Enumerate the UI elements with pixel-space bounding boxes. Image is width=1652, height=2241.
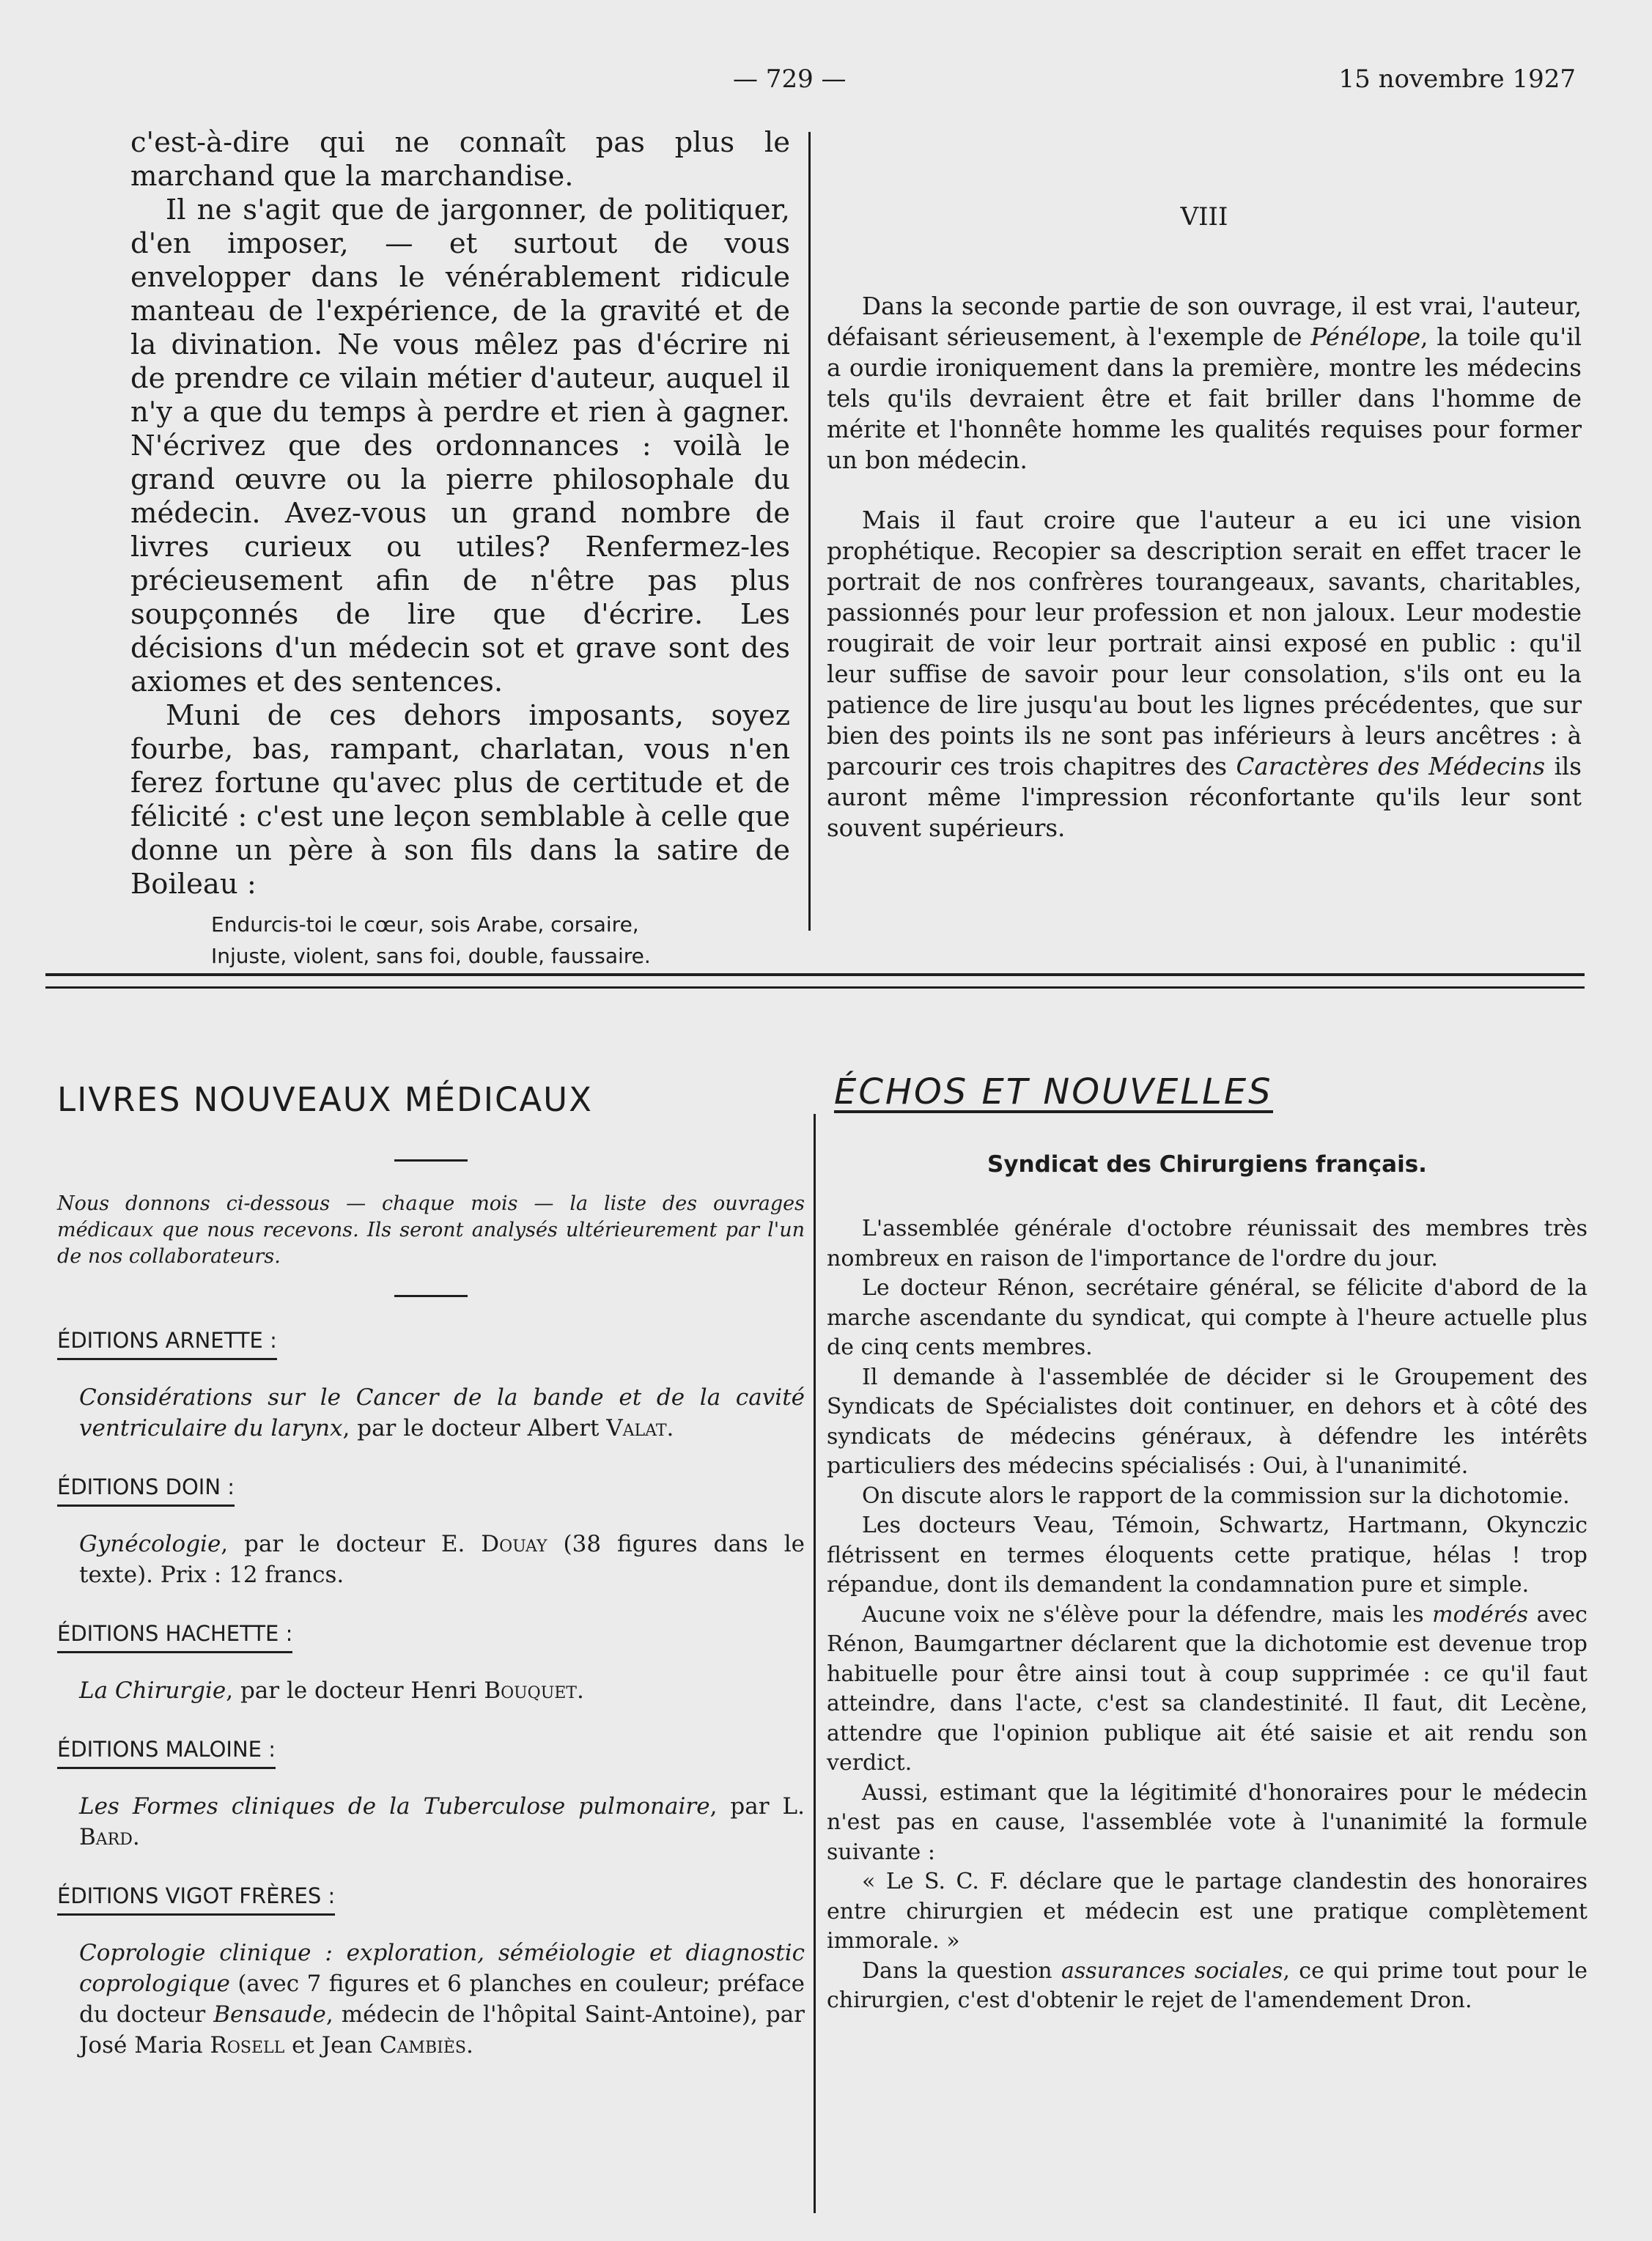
section-title: LIVRES NOUVEAUX MÉDICAUX xyxy=(57,1080,593,1119)
paragraph: Muni de ces dehors imposants, soyez fourbe, bas, rampant, charlatan, vous n'en ferez fortune qu'avec plus de certitude et de félicité : c'est une leçon semblable à celle que donne un père à son fils dans la satire de Boileau : xyxy=(130,699,790,901)
short-rule xyxy=(394,1295,468,1297)
livres-section xyxy=(57,1080,805,2061)
top-left-column xyxy=(130,126,790,972)
paragraph: Dans la question assurances sociales, ce qui prime tout pour le chirurgien, c'est d'obtenir le rejet de l'amendement Dron. xyxy=(827,1957,1588,2013)
verse-line: Injuste, violent, sans foi, double, faussaire. xyxy=(211,944,651,968)
paragraph: Aucune voix ne s'élève pour la défendre, mais les modérés avec Rénon, Baumgartner déclarent que la dichotomie est devenue trop habituelle pour être ainsi tout à coup supprimée : ce qu'il faut atteindre, dans l'acte, c'est sa clandestinité. Il faut, dit Lecène, attendre que l'opinion publique ait été saisie et ait rendu son verdict. xyxy=(827,1601,1588,1776)
publisher-heading: ÉDITIONS ARNETTE : xyxy=(57,1325,277,1360)
paragraph: Aussi, estimant que la légitimité d'honoraires pour le médecin n'est pas en cause, l'assemblée vote à l'unanimité la formule suivante : xyxy=(827,1779,1588,1865)
page-number: — 729 — xyxy=(733,64,847,94)
paragraph: Mais il faut croire que l'auteur a eu ici une vision prophétique. Recopier sa description serait en effet tracer le portrait de nos confrères tourangeaux, savants, charitables, passionnés pour leur profession et non jaloux. Leur modestie rougirait de voir leur portrait ainsi exposé en public : qu'il leur suffise de savoir pour leur consolation, s'ils ont eu la patience de lire jusqu'au bout les lignes précédentes, que sur bien des points ils ne sont pas inférieurs à leurs ancêtres : à parcourir ces trois chapitres des Caractères des Médecins ils auront même l'impression réconfortante qu'ils leur sont souvent supérieurs. xyxy=(827,506,1582,842)
book-entry: La Chirurgie, par le docteur Henri Bouquet. xyxy=(79,1677,584,1704)
paragraph: Les docteurs Veau, Témoin, Schwartz, Hartmann, Okynczic flétrissent en termes éloquents cette pratique, hélas ! trop répandue, dont ils demandent la condamnation pure et simple. xyxy=(827,1513,1588,1598)
echos-section xyxy=(827,1071,1588,2016)
section-separator xyxy=(45,973,1585,989)
publisher-heading: ÉDITIONS VIGOT FRÈRES : xyxy=(57,1880,335,1916)
article-subtitle: Syndicat des Chirurgiens français. xyxy=(987,1151,1427,1178)
top-right-column xyxy=(827,202,1582,843)
publisher-heading: ÉDITIONS MALOINE : xyxy=(57,1734,276,1769)
paragraph: On discute alors le rapport de la commission sur la dichotomie. xyxy=(862,1483,1570,1509)
publisher-heading: ÉDITIONS DOIN : xyxy=(57,1472,235,1507)
paragraph: Dans la seconde partie de son ouvrage, il est vrai, l'auteur, défaisant sérieusement, à l'exemple de Pénélope, la toile qu'il a ourdie ironiquement dans la première, montre les médecins tels qu'ils devraient être et fait briller dans l'homme de mérite et l'honnête homme les qualités requises pour former un bon médecin. xyxy=(827,292,1582,474)
column-divider xyxy=(808,132,811,931)
paragraph: c'est-à-dire qui ne connaît pas plus le marchand que la marchandise. xyxy=(130,126,790,193)
section-number: VIII xyxy=(1180,202,1228,232)
column-divider xyxy=(814,1114,816,2213)
book-entry: Considérations sur le Cancer de la bande et de la cavité ventriculaire du larynx, par le docteur Albert Valat. xyxy=(79,1384,805,1441)
boileau-verse xyxy=(211,909,790,972)
book-entry: Coprologie clinique : exploration, séméiologie et diagnostic coprologique (avec 7 figures et 6 planches en couleur; préface du docteur Bensaude, médecin de l'hôpital Saint-Antoine), par José Maria Rosell et Jean Cambiès. xyxy=(79,1940,805,2059)
book-entry: Les Formes cliniques de la Tuberculose pulmonaire, par L. Bard. xyxy=(79,1793,805,1850)
intro-text: Nous donnons ci-dessous — chaque mois — la liste des ouvrages médicaux que nous recevons. Ils seront analysés ultérieurement par l'un de nos collaborateurs. xyxy=(57,1192,805,1268)
book-entry: Gynécologie, par le docteur E. Douay (38 figures dans le texte). Prix : 12 francs. xyxy=(79,1531,805,1588)
section-title: ÉCHOS ET NOUVELLES xyxy=(834,1071,1273,1112)
publisher-heading: ÉDITIONS HACHETTE : xyxy=(57,1618,292,1653)
paragraph: Il ne s'agit que de jargonner, de politiquer, d'en imposer, — et surtout de vous envelopper dans le vénérablement ridicule manteau de l'expérience, de la gravité et de la divination. Ne vous mêlez pas d'écrire ni de prendre ce vilain métier d'auteur, auquel il n'y a que du temps à perdre et rien à gagner. N'écrivez que des ordonnances : voilà le grand œuvre ou la pierre philosophale du médecin. Avez-vous un grand nombre de livres curieux ou utiles? Renfermez-les précieusement afin de n'être pas plus soupçonnés de lire que d'écrire. Les décisions d'un médecin sot et grave sont des axiomes et des sentences. xyxy=(130,193,790,698)
paragraph: L'assemblée générale d'octobre réunissait des membres très nombreux en raison de l'importance de l'ordre du jour. xyxy=(827,1216,1588,1271)
short-rule xyxy=(394,1159,468,1162)
verse-line: Endurcis-toi le cœur, sois Arabe, corsaire, xyxy=(211,912,639,937)
issue-date: 15 novembre 1927 xyxy=(1338,64,1576,94)
quoted-resolution: « Le S. C. F. déclare que le partage clandestin des honoraires entre chirurgien et médecin est une pratique complètement immorale. » xyxy=(827,1869,1588,1954)
paragraph: Le docteur Rénon, secrétaire général, se félicite d'abord de la marche ascendante du syndicat, qui compte à l'heure actuelle plus de cinq cents membres. xyxy=(827,1275,1588,1360)
paragraph: Il demande à l'assemblée de décider si le Groupement des Syndicats de Spécialistes doit continuer, en dehors et à côté des syndicats de médecins généraux, à défendre les intérêts particuliers des médecins spécialisés : Oui, à l'unanimité. xyxy=(827,1364,1588,1479)
